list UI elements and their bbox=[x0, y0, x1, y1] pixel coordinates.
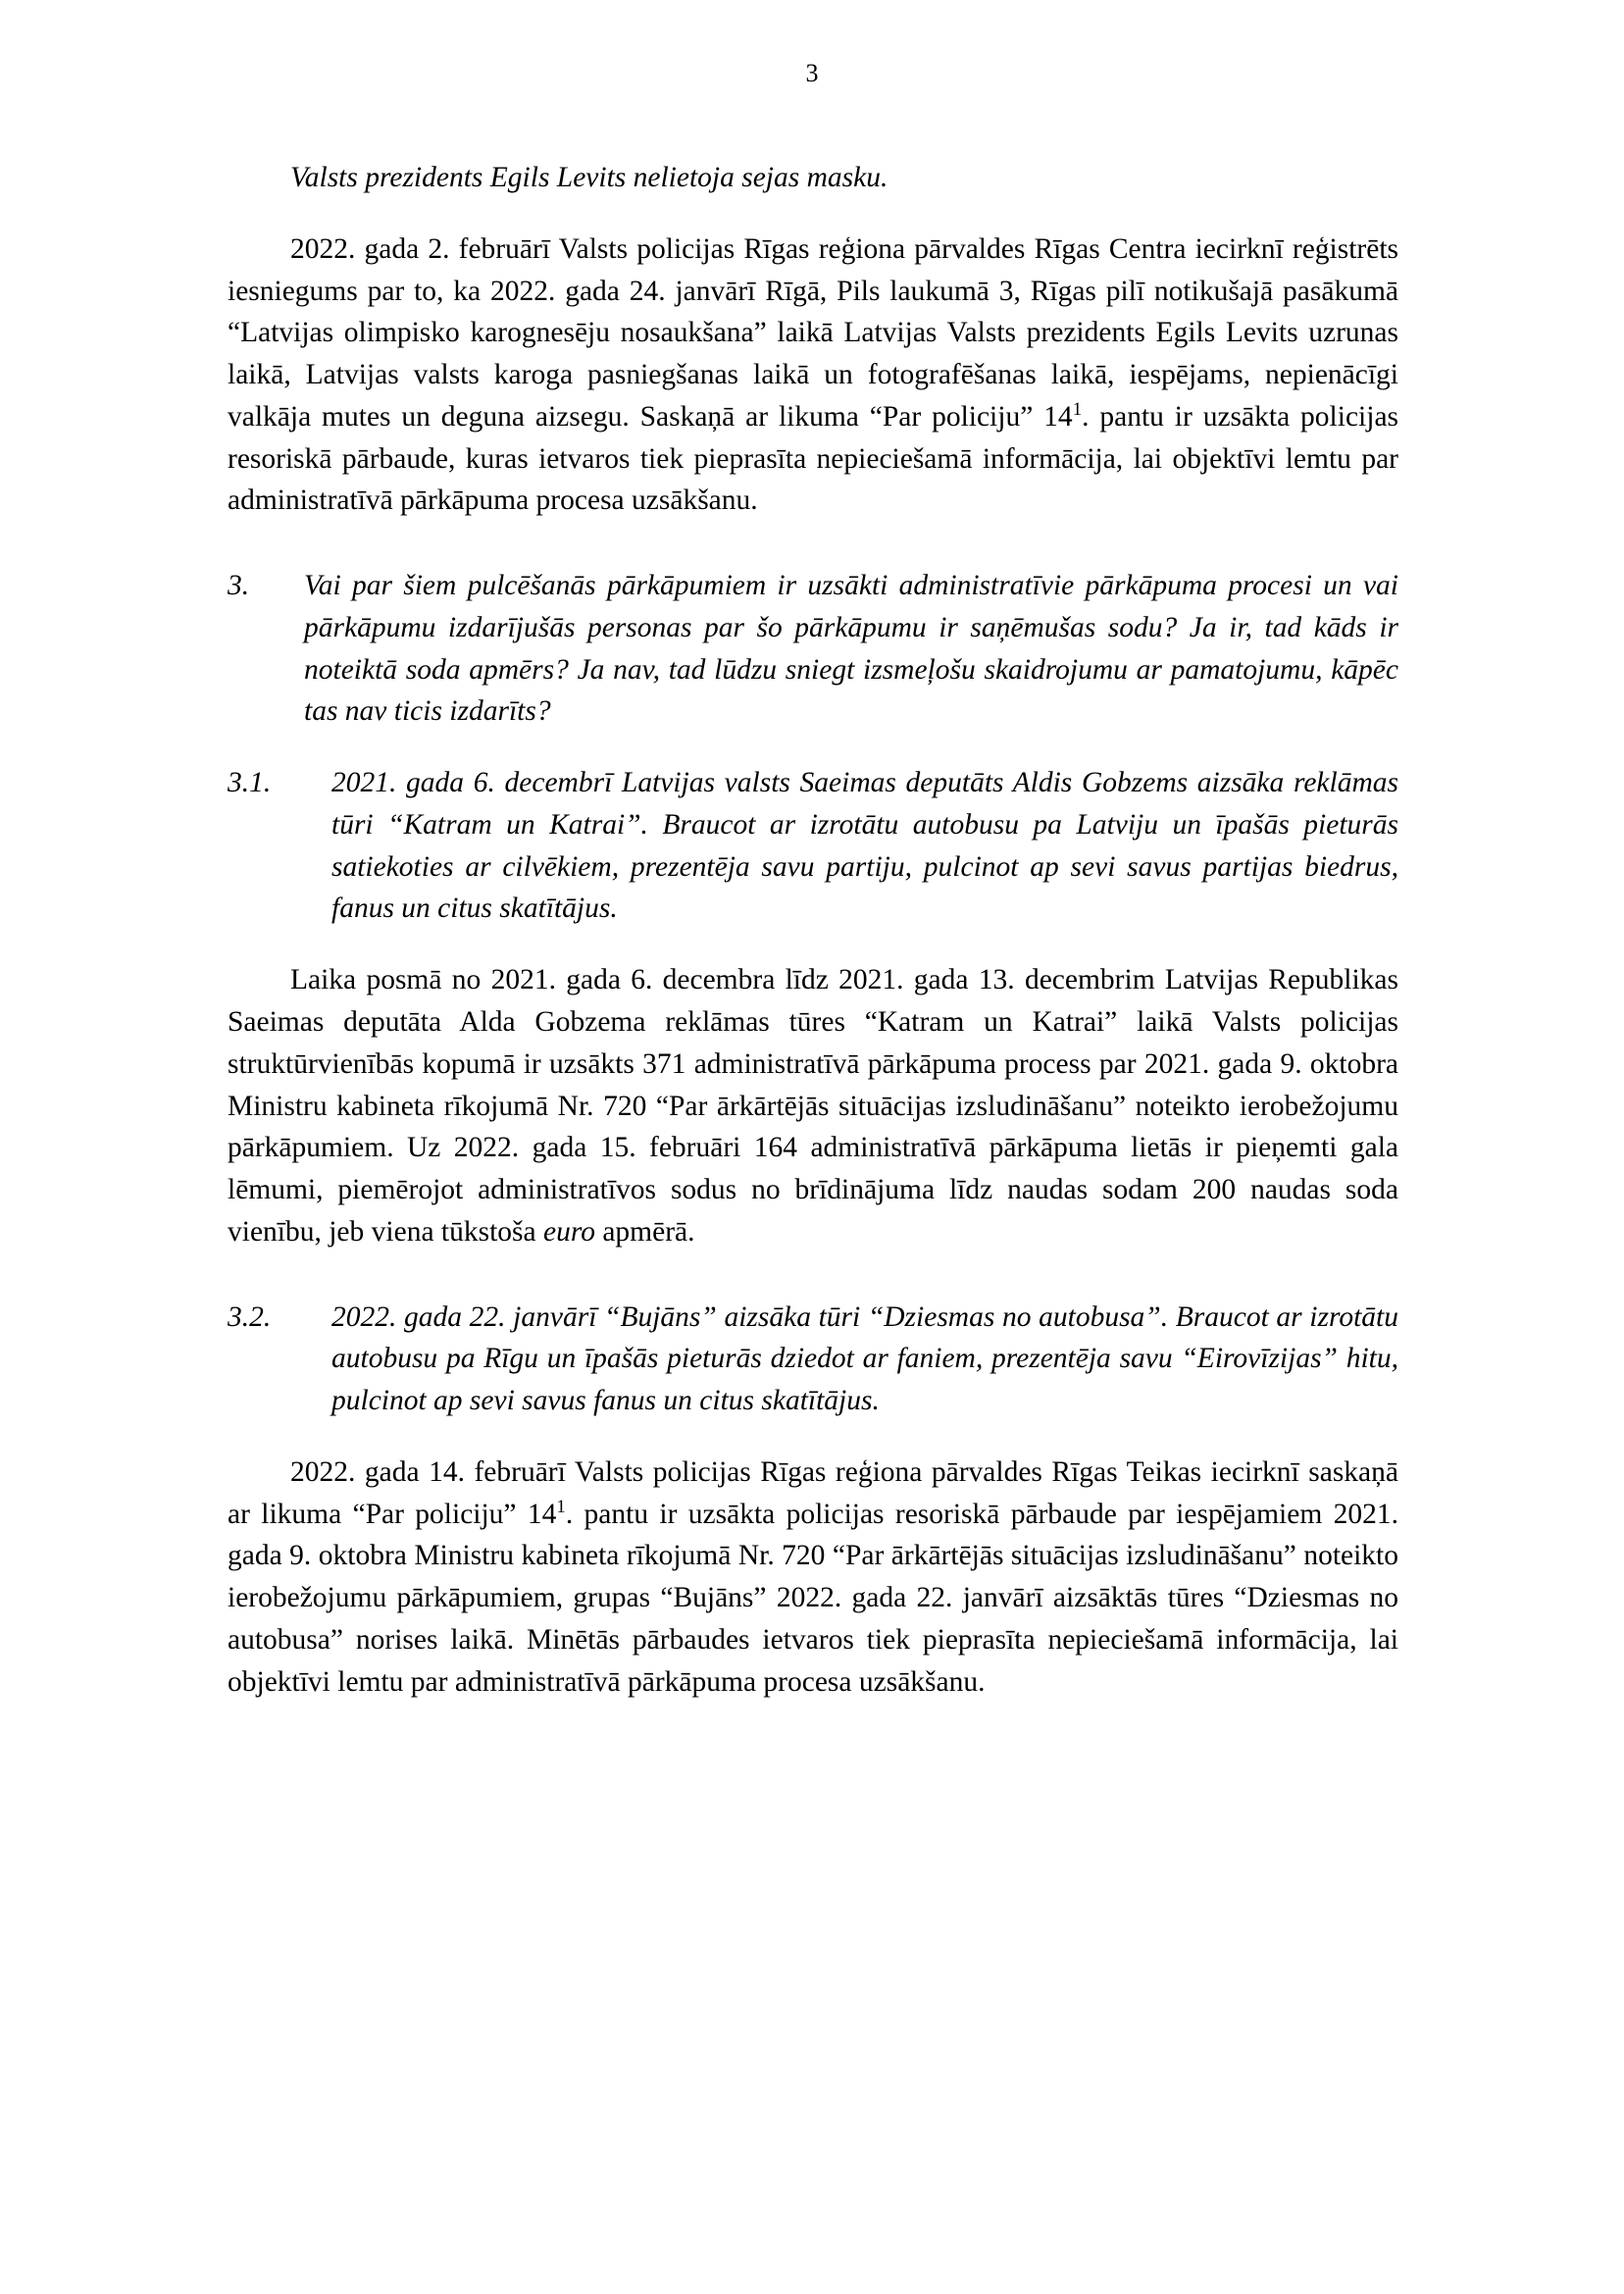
paragraph-1-text-b: . pantu ir uzsākta policijas resoriskā pārbaude, kuras ietvaros tiek pieprasīta nepieciešamā informācija, lai objektīvi lemtu par administratīvā pārkāpuma procesa uzsākšanu. bbox=[228, 400, 1399, 517]
paragraph-3 bbox=[228, 1452, 1398, 1704]
footnote-marker-1: 1 bbox=[1072, 399, 1083, 420]
list-item-3-1-number: 3.1. bbox=[228, 767, 272, 799]
page-number: 3 bbox=[805, 59, 819, 87]
list-item-3-2 bbox=[228, 1297, 1398, 1422]
list-item-3-1-text: 2021. gada 6. decembrī Latvijas valsts Saeimas deputāts Aldis Gobzems aizsāka reklāmas tūri “Katram un Katrai”. Braucot ar izrotātu autobusu pa Latviju un īpašās pieturās satiekoties ar cilvēkiem, prezentēja savu partiju, pulcinot ap sevi savus partijas biedrus, fanus un citus skatītājus. bbox=[331, 767, 1398, 925]
paragraph-2 bbox=[228, 959, 1398, 1252]
list-item-3-2-text: 2022. gada 22. janvārī “Bujāns” aizsāka tūri “Dziesmas no autobusa”. Braucot ar izrotātu autobusu pa Rīgu un īpašās pieturās dziedot ar faniem, prezentēja savu “Eirovīzijas” hitu, pulcinot ap sevi savus fanus un citus skatītājus. bbox=[331, 1300, 1398, 1417]
paragraph-1-text-a: 2022. gada 2. februārī Valsts policijas Rīgas reģiona pārvaldes Rīgas Centra iecirknī reģistrēts iesniegums par to, ka 2022. gada 24. janvārī Rīgā, Pils laukumā 3, Rīgas pilī notikušajā pasākumā “Latvijas olimpisko karognesēju nosaukšana” laikā Latvijas Valsts prezidents Egils Levits uzrunas laikā, Latvijas valsts karoga pasniegšanas laikā un fotografēšanas laikā, iespējams, nepienācīgi valkāja mutes un deguna aizsegu. Saskaņā ar likuma “Par policiju” 14 bbox=[228, 232, 1398, 433]
list-item-3-number: 3. bbox=[228, 570, 250, 602]
list-item-3-2-number: 3.2. bbox=[228, 1300, 272, 1333]
document-body bbox=[228, 157, 1398, 1704]
paragraph-1 bbox=[228, 229, 1398, 522]
paragraph-2-text-a: Laika posmā no 2021. gada 6. decembra līdz 2021. gada 13. decembrim Latvijas Republikas Saeimas deputāta Alda Gobzema reklāmas tūres “Katram un Katrai” laikā Valsts policijas struktūrvienībās kopumā ir uzsākts 371 administratīvā pārkāpuma process par 2021. gada 9. oktobra Ministru kabineta rīkojumā Nr. 720 “Par ārkārtējās situācijas izsludināšanu” noteikto ierobežojumu pārkāpumiem. Uz 2022. gada 15. februāri 164 administratīvā pārkāpuma lietās ir pieņemti gala lēmumi, piemērojot administratīvos sodus no brīdinājuma līdz naudas sodam 200 naudas soda vienību, jeb viena tūkstoša bbox=[228, 964, 1398, 1248]
list-item-3 bbox=[228, 565, 1398, 733]
paragraph-3-text-b: . pantu ir uzsākta policijas resoriskā pārbaude par iespējamiem 2021. gada 9. oktobra Ministru kabineta rīkojumā Nr. 720 “Par ārkārtējās situācijas izsludināšanu” noteikto ierobežojumu pārkāpumiem, grupas “Bujāns” 2022. gada 22. janvārī aizsāktās tūres “Dziesmas no autobusa” norises laikā. Minētās pārbaudes ietvaros tiek pieprasīta nepieciešamā informācija, lai objektīvi lemtu par administratīvā pārkāpuma procesa uzsākšanu. bbox=[228, 1498, 1398, 1698]
paragraph-2-text-b: apmērā. bbox=[594, 1215, 695, 1248]
list-item-3-1 bbox=[228, 762, 1398, 930]
paragraph-3-text-a: 2022. gada 14. februārī Valsts policijas Rīgas reģiona pārvaldes Rīgas Teikas iecirknī saskaņā ar likuma “Par policiju” 14 bbox=[228, 1455, 1398, 1530]
paragraph-2-italic-word: euro bbox=[542, 1215, 595, 1248]
list-item-3-text: Vai par šiem pulcēšanās pārkāpumiem ir uzsākti administratīvie pārkāpuma procesi un vai pārkāpumu izdarījušās personas par šo pārkāpumu ir saņēmušas sodu? Ja ir, tad kāds ir noteiktā soda apmērs? Ja nav, tad lūdzu sniegt izsmeļošu skaidrojumu ar pamatojumu, kāpēc tas nav ticis izdarīts? bbox=[304, 570, 1398, 728]
section-heading: Valsts prezidents Egils Levits nelietoja sejas masku. bbox=[290, 162, 888, 193]
footnote-marker-2: 1 bbox=[556, 1496, 566, 1517]
